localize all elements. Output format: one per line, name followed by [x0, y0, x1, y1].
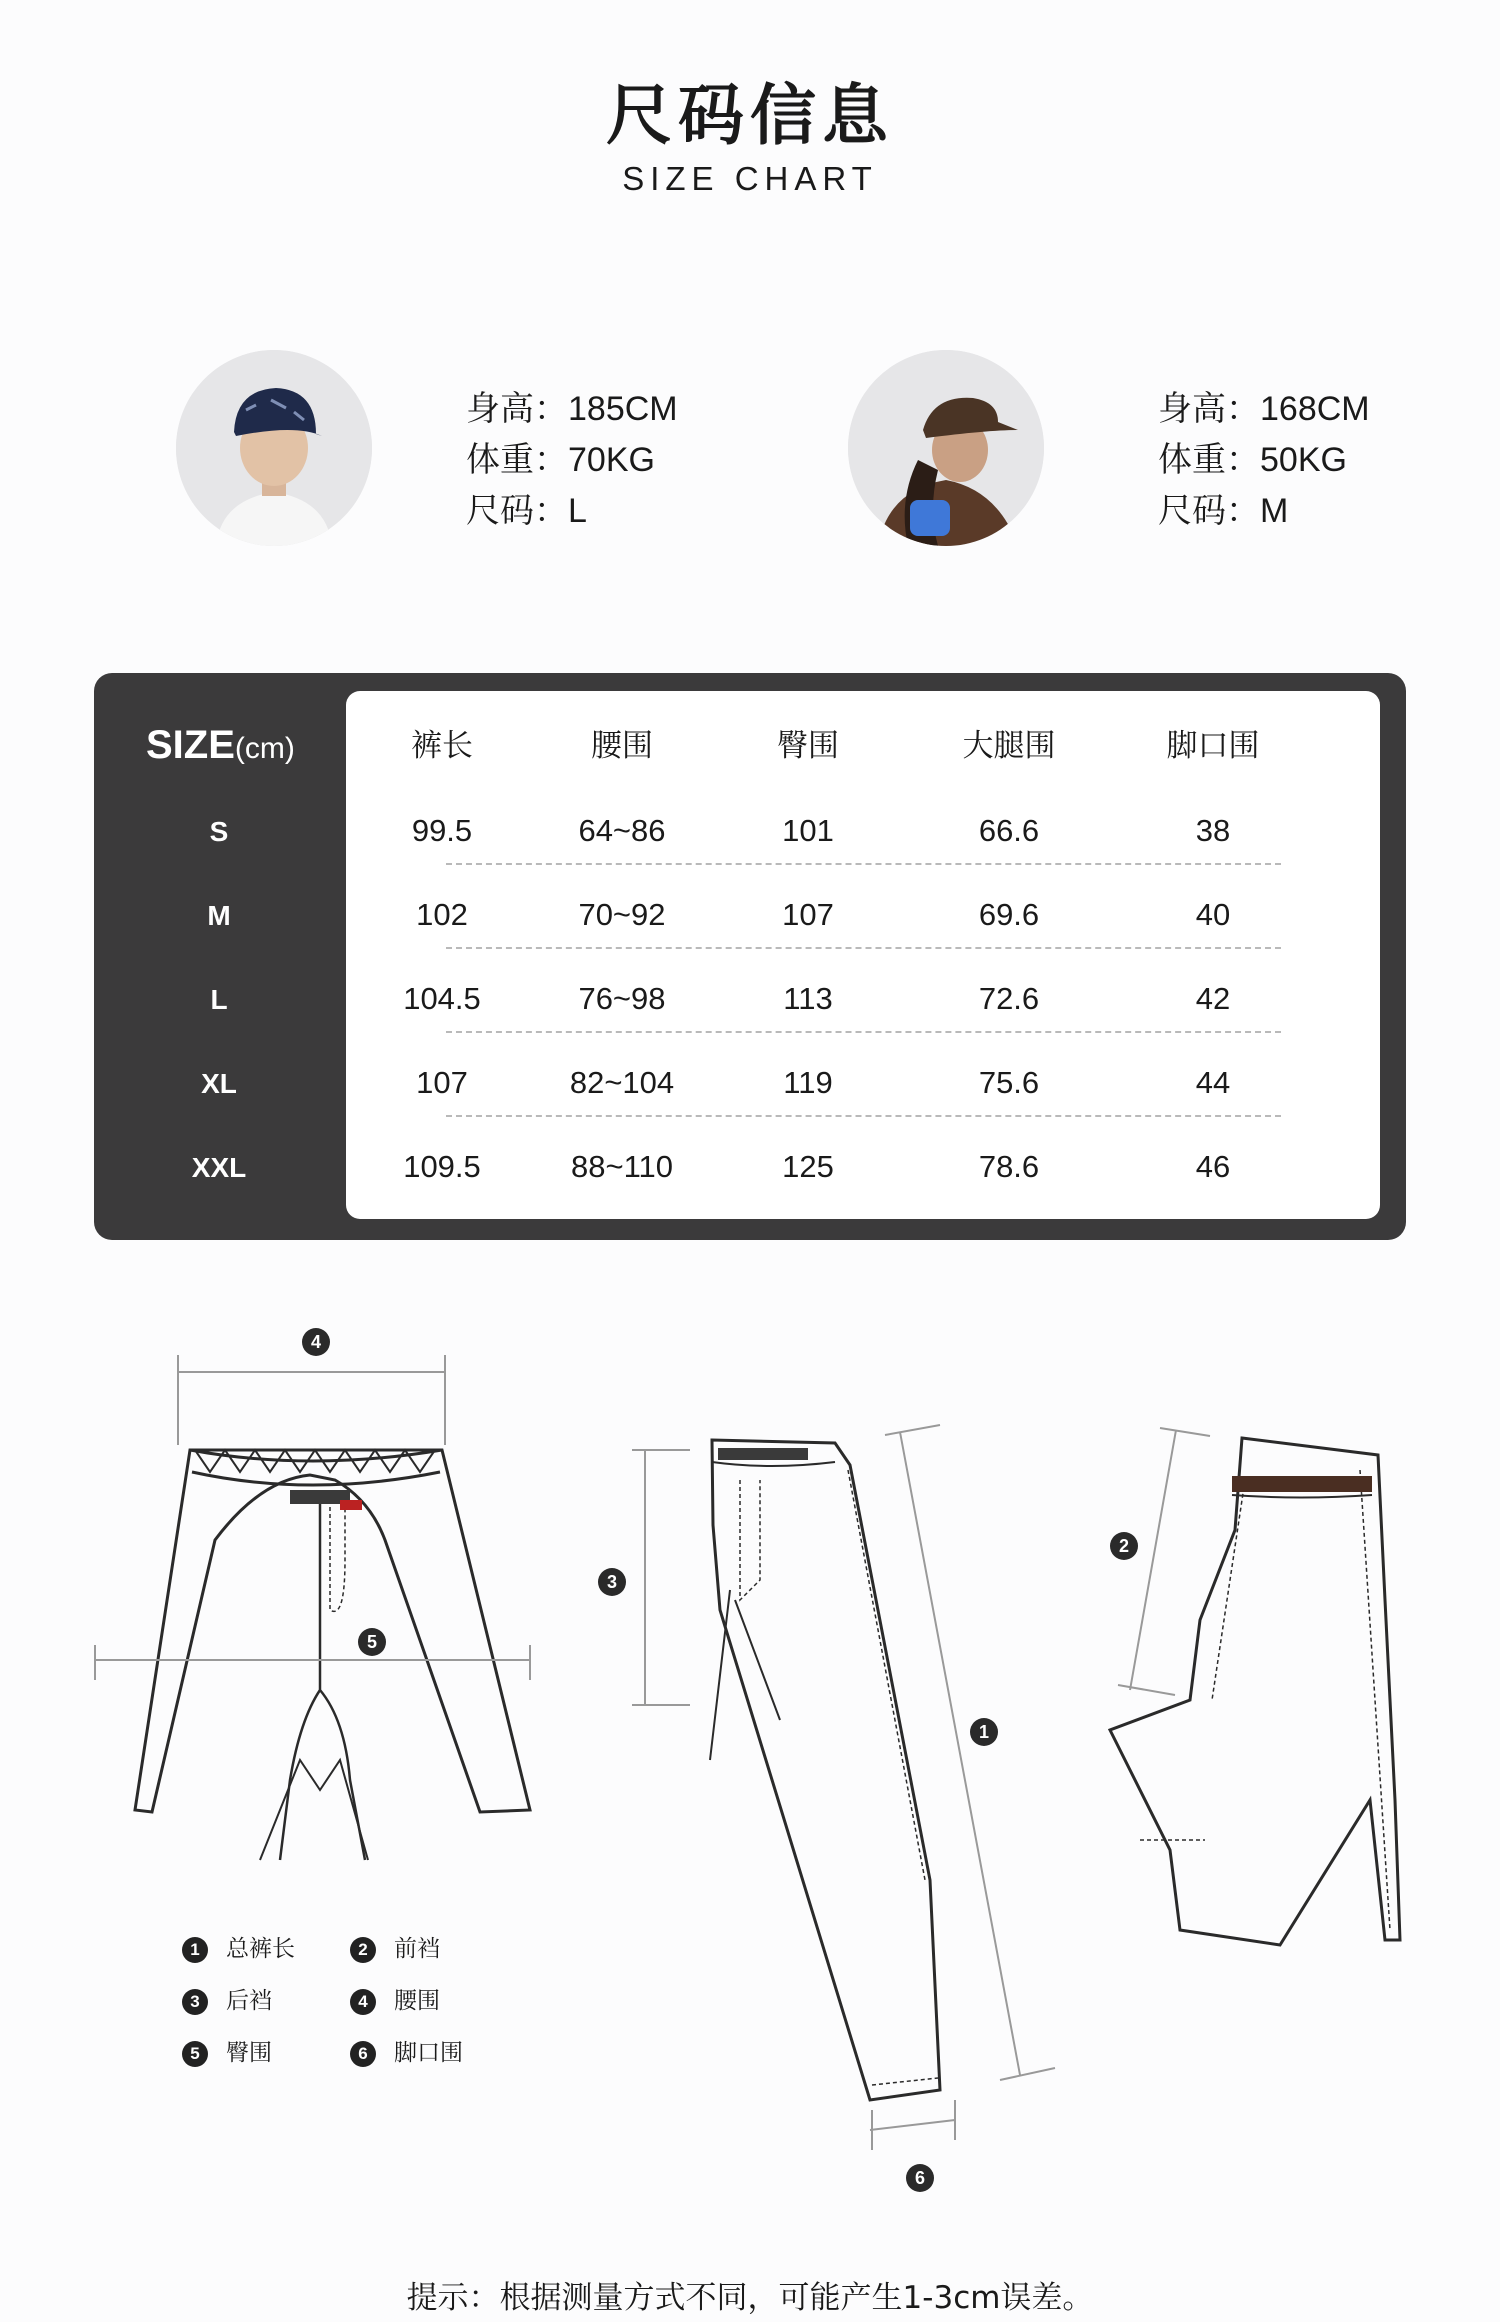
table-cell: 42	[1195, 981, 1231, 1016]
model-info-1	[466, 384, 678, 537]
size-row-label: XL	[201, 1068, 237, 1099]
legend-number: 2	[350, 1937, 376, 1963]
legend-label: 总裤长	[226, 1936, 295, 1962]
table-cell: 70~92	[578, 897, 666, 932]
belt-back-icon	[1232, 1476, 1372, 1492]
pants-measurement-diagram	[0, 1290, 1500, 2210]
table-cell: 46	[1195, 1149, 1231, 1184]
size-table	[94, 673, 1406, 1240]
page-subtitle: SIZE CHART	[622, 160, 878, 197]
marker-back-rise: 3	[598, 1568, 626, 1596]
size-row-label: L	[210, 984, 228, 1015]
table-cell: 76~98	[578, 981, 666, 1016]
marker-hip: 5	[358, 1628, 386, 1656]
table-cell: 66.6	[978, 813, 1040, 848]
legend-label: 脚口围	[394, 2040, 463, 2066]
row-divider	[446, 863, 1281, 865]
table-cell: 64~86	[578, 813, 666, 848]
legend-item	[350, 1982, 440, 2015]
model-weight: 体重：70KG	[466, 441, 655, 479]
column-header: 裤长	[411, 728, 473, 764]
table-cell: 107	[782, 897, 834, 932]
row-divider	[446, 947, 1281, 949]
table-cell: 72.6	[978, 981, 1040, 1016]
measurement-tip: 提示：根据测量方式不同，可能产生1-3cm误差。	[406, 2280, 1094, 2316]
legend-number: 6	[350, 2041, 376, 2067]
table-cell: 109.5	[403, 1149, 481, 1184]
unit-label: (cm)	[234, 732, 295, 765]
marker-total-length: 1	[970, 1718, 998, 1746]
model-info-2	[1158, 384, 1370, 537]
table-cell: 102	[416, 897, 468, 932]
model-size: 尺码：M	[1158, 492, 1289, 530]
legend-item	[182, 1982, 272, 2015]
size-row-label: S	[209, 816, 229, 847]
legend-number: 1	[182, 1937, 208, 1963]
legend-item	[350, 2034, 463, 2067]
table-body	[346, 691, 1380, 1219]
table-cell: 125	[782, 1149, 834, 1184]
belt-tab-icon	[340, 1500, 362, 1510]
legend-item	[182, 1930, 295, 1963]
legend-number: 3	[182, 1989, 208, 2015]
legend-label: 前裆	[394, 1936, 440, 1962]
table-cell: 82~104	[569, 1065, 675, 1100]
model-height: 身高：168CM	[1158, 390, 1370, 428]
table-cell: 113	[783, 981, 833, 1016]
table-cell: 101	[782, 813, 834, 848]
table-cell: 69.6	[978, 897, 1040, 932]
table-cell: 99.5	[411, 813, 473, 848]
marker-waist: 4	[302, 1328, 330, 1356]
legend-item	[182, 2034, 272, 2067]
model-height: 身高：185CM	[466, 390, 678, 428]
table-cell: 38	[1195, 813, 1231, 848]
table-cell: 119	[783, 1065, 833, 1100]
table-cell: 107	[416, 1065, 468, 1100]
table-cell: 75.6	[978, 1065, 1040, 1100]
table-cell: 44	[1195, 1065, 1231, 1100]
model-avatar-female	[848, 350, 1044, 546]
size-column-header	[146, 723, 295, 768]
legend-item	[350, 1930, 440, 1963]
column-header: 臀围	[777, 728, 839, 764]
row-divider	[446, 1031, 1281, 1033]
belt-side-icon	[718, 1448, 808, 1460]
legend-label: 后裆	[226, 1988, 272, 2014]
table-cell: 104.5	[403, 981, 481, 1016]
legend-number: 5	[182, 2041, 208, 2067]
model-size: 尺码：L	[466, 492, 587, 530]
marker-hem: 6	[906, 2164, 934, 2192]
table-cell: 78.6	[978, 1149, 1040, 1184]
column-header: 腰围	[591, 728, 653, 764]
legend-label: 腰围	[394, 1988, 440, 2014]
column-header: 脚口围	[1166, 728, 1260, 764]
size-label: SIZE	[146, 723, 235, 767]
page-title: 尺码信息	[606, 77, 894, 154]
model-avatar-male	[176, 350, 372, 546]
table-cell: 40	[1195, 897, 1231, 932]
model-weight: 体重：50KG	[1158, 441, 1347, 479]
column-header: 大腿围	[962, 728, 1056, 764]
legend-number: 4	[350, 1989, 376, 2015]
table-cell: 88~110	[570, 1149, 673, 1184]
marker-front-rise: 2	[1110, 1532, 1138, 1560]
size-row-label: M	[207, 900, 231, 931]
row-divider	[446, 1115, 1281, 1117]
size-row-label: XXL	[191, 1152, 247, 1183]
legend-label: 臀围	[226, 2040, 272, 2066]
